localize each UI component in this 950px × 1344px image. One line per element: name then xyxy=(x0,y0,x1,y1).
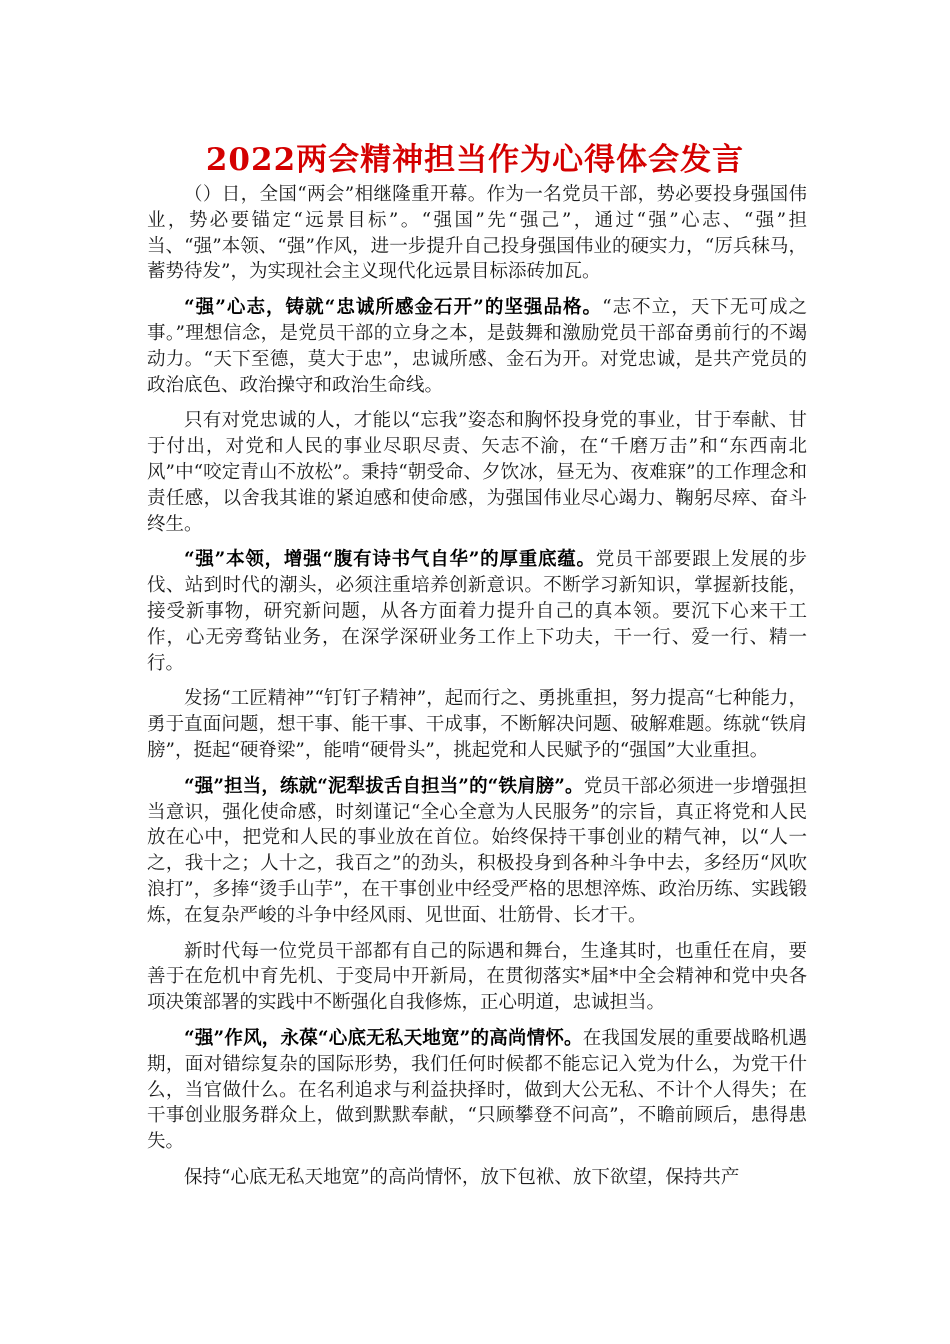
paragraph-lead: “强”作风，永葆“心底无私天地宽”的高尚情怀。 xyxy=(184,1027,583,1049)
paragraph-6 xyxy=(147,774,807,929)
paragraph-lead: “强”本领，增强“腹有诗书气自华”的厚重底蕴。 xyxy=(184,549,596,571)
paragraph-5 xyxy=(147,686,807,763)
paragraph-text: 只有对党忠诚的人，才能以“忘我”姿态和胸怀投身党的事业，甘于奉献、甘于付出，对党和人民的事业尽职尽责、矢志不渝，在“千磨万击”和“东西南北风”中“咬定青山不放松”。秉持“朝受命、夕饮冰，昼无为、夜难寐”的工作理念和责任感，以舍我其谁的紧迫感和使命感，为强国伟业尽心竭力、鞠躬尽瘁、奋斗终生。 xyxy=(147,410,807,535)
paragraph-9 xyxy=(147,1165,807,1191)
document-title: 2022两会精神担当作为心得体会发言 xyxy=(205,142,745,178)
paragraph-text: （）日，全国“两会”相继隆重开幕。作为一名党员干部，势必要投身强国伟业，势必要锚定“远景目标”。“强国”先“强己”，通过“强”心志、“强”担当、“强”本领、“强”作风，进一步提升自己投身强国伟业的硬实力，“厉兵秣马，蓄势待发”，为实现社会主义现代化远景目标添砖加瓦。 xyxy=(147,184,807,283)
paragraph-text: 新时代每一位党员干部都有自己的际遇和舞台，生逢其时，也重任在肩，要善于在危机中育先机、于变局中开新局，在贯彻落实*届*中全会精神和党中央各项决策部署的实践中不断强化自我修炼，正心明道，忠诚担当。 xyxy=(147,940,807,1014)
paragraph-text: 党员干部必须进一步增强担当意识，强化使命感，时刻谨记“全心全意为人民服务”的宗旨，真正将党和人民放在心中，把党和人民的事业放在首位。始终保持干事创业的精气神，以“人一之，我十之；人十之，我百之”的劲头，积极投身到各种斗争中去，多经历“风吹浪打”，多捧“烫手山芋”，在干事创业中经受严格的思想淬炼、政治历练、实践锻炼，在复杂严峻的斗争中经风雨、见世面、壮筋骨、长才干。 xyxy=(147,775,807,926)
paragraph-7 xyxy=(147,939,807,1016)
document-body xyxy=(147,182,807,1201)
paragraph-text: 党员干部要跟上发展的步伐、站到时代的潮头，必须注重培养创新意识。不断学习新知识，掌握新技能，接受新事物，研究新问题，从各方面着力提升自己的真本领。要沉下心来干工作，心无旁骛钻业务，在深学深研业务工作上下功夫，干一行、爱一行、精一行。 xyxy=(147,549,807,674)
paragraph-lead: “强”心志，铸就“忠诚所感金石开”的坚强品格。 xyxy=(184,297,603,319)
paragraph-lead: “强”担当，练就“泥犁拔舌自担当”的“铁肩膀”。 xyxy=(184,775,584,797)
paragraph-1 xyxy=(147,182,807,285)
paragraph-2 xyxy=(147,295,807,398)
paragraph-text: 在我国发展的重要战略机遇期，面对错综复杂的国际形势，我们任何时候都不能忘记入党为什么，为党干什么，当官做什么。在名利追求与利益抉择时，做到大公无私、不计个人得失；在干事创业服务群众上，做到默默奉献，“只顾攀登不问高”，不瞻前顾后，患得患失。 xyxy=(147,1027,807,1153)
paragraph-text: 发扬“工匠精神”“钉钉子精神”，起而行之、勇挑重担，努力提高“七种能力，勇于直面问题，想干事、能干事、干成事，不断解决问题、破解难题。练就“铁肩膀”，挺起“硬脊梁”，能啃“硬骨头”，挑起党和人民赋予的“强国”大业重担。 xyxy=(147,688,807,761)
paragraph-4 xyxy=(147,547,807,676)
paragraph-8 xyxy=(147,1026,807,1155)
paragraph-text: “志不立，天下无可成之事。”理想信念，是党员干部的立身之本，是鼓舞和激励党员干部奋勇前行的不竭动力。“天下至德，莫大于忠”，忠诚所感、金石为开。对党忠诚，是共产党员的政治底色、政治操守和政治生命线。 xyxy=(147,297,807,396)
paragraph-text: 保持“心底无私天地宽”的高尚情怀，放下包袱、放下欲望，保持共产 xyxy=(184,1166,740,1188)
paragraph-3 xyxy=(147,408,807,537)
